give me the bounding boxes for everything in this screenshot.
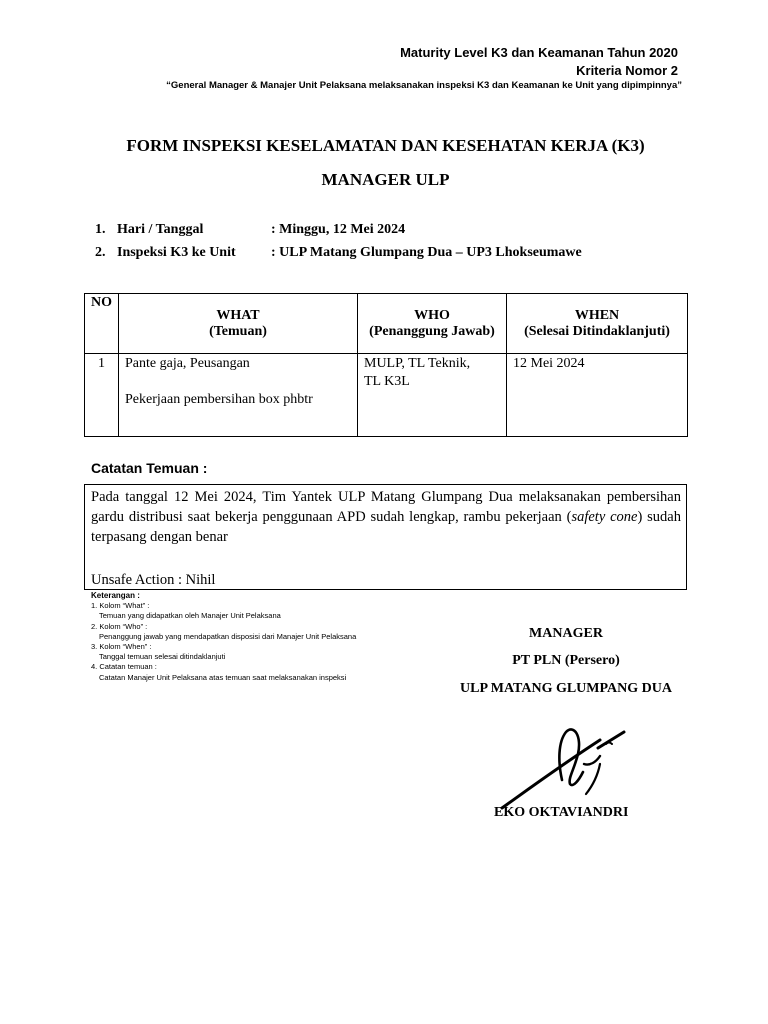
catatan-text-before: Pada tanggal 12 Mei 2024, Tim Yantek ULP Matang Glumpang Dua melaksanakan pembersihan gardu distribusi saat bekerja penggunaan APD sudah lengkap, rambu pekerjaan ( (91, 489, 681, 525)
signature-company: PT PLN (Persero) (512, 653, 620, 668)
info-value: : Minggu, 12 Mei 2024 (271, 222, 406, 237)
cell-what-location: Pante gaja, Peusangan (125, 356, 250, 371)
header-maturity-level: Maturity Level K3 dan Keamanan Tahun 2020 (400, 45, 678, 60)
form-subtitle: MANAGER ULP (321, 170, 450, 189)
table-header-row (85, 294, 688, 354)
cell-who-line2: TL K3L (364, 374, 410, 389)
cell-when-date: 12 Mei 2024 (513, 356, 585, 371)
cell-when (507, 354, 688, 437)
signature-name: EKO OKTAVIANDRI (494, 805, 629, 820)
info-label: Hari / Tanggal (117, 222, 204, 237)
keterangan-item-desc: Penanggung jawab yang mendapatkan disposisi dari Manajer Unit Pelaksana (99, 631, 357, 641)
signature-unit: ULP MATANG GLUMPANG DUA (460, 681, 672, 696)
header-when-title: WHEN (574, 307, 620, 323)
cell-who-line1: MULP, TL Teknik, (364, 356, 471, 371)
header-quote: “General Manager & Manajer Unit Pelaksana melaksanakan inspeksi K3 dan Keamanan ke Unit yang dipimpinnya” (166, 80, 682, 91)
catatan-label: Catatan Temuan : (91, 460, 208, 476)
info-value: : ULP Matang Glumpang Dua – UP3 Lhokseumawe (271, 245, 582, 260)
info-number: 1. (95, 222, 106, 237)
info-date (95, 222, 695, 242)
keterangan-item-label: 3. Kolom “When” : (91, 642, 152, 652)
catatan-text (91, 487, 681, 547)
cell-what-finding: Pekerjaan pembersihan box phbtr (125, 392, 313, 407)
header-who-subtitle: (Penanggung Jawab) (369, 323, 495, 339)
cell-what (119, 354, 358, 437)
keterangan-item-label: 2. Kolom “Who” : (91, 621, 148, 631)
header-no: NO (85, 294, 119, 354)
inspection-table (84, 293, 688, 437)
catatan-text-italic: safety cone (571, 509, 638, 525)
header-criteria: Kriteria Nomor 2 (576, 63, 678, 78)
signature-role: MANAGER (529, 626, 603, 641)
form-title: FORM INSPEKSI KESELAMATAN DAN KESEHATAN KERJA (K3) (126, 136, 645, 155)
handwritten-signature (500, 722, 640, 812)
keterangan-item-label: 1. Kolom “What” : (91, 601, 150, 611)
catatan-box (84, 484, 687, 590)
keterangan-title: Keterangan : (91, 591, 140, 600)
header-who-title: WHO (414, 307, 450, 323)
header-who (358, 294, 507, 354)
info-label: Inspeksi K3 ke Unit (117, 245, 236, 260)
header-when (507, 294, 688, 354)
keterangan-item-desc: Catatan Manajer Unit Pelaksana atas temuan saat melaksanakan inspeksi (99, 672, 347, 682)
keterangan-item-desc: Tanggal temuan selesai ditindaklanjuti (99, 652, 226, 662)
header-what-subtitle: (Temuan) (209, 323, 267, 339)
info-number: 2. (95, 245, 106, 260)
table-row (85, 354, 688, 437)
catatan-unsafe-action: Unsafe Action : Nihil (91, 572, 216, 588)
header-what-title: WHAT (216, 307, 260, 323)
keterangan-item-desc: Temuan yang didapatkan oleh Manajer Unit Pelaksana (99, 611, 281, 621)
keterangan-item-label: 4. Catatan temuan : (91, 662, 157, 672)
cell-no: 1 (85, 354, 119, 437)
header-what (119, 294, 358, 354)
header-when-subtitle: (Selesai Ditindaklanjuti) (524, 323, 670, 339)
keterangan-block (91, 591, 356, 683)
info-unit (95, 245, 695, 265)
cell-who (358, 354, 507, 437)
catatan-text-after: ) sudah terpasang dengan benar (91, 509, 681, 545)
